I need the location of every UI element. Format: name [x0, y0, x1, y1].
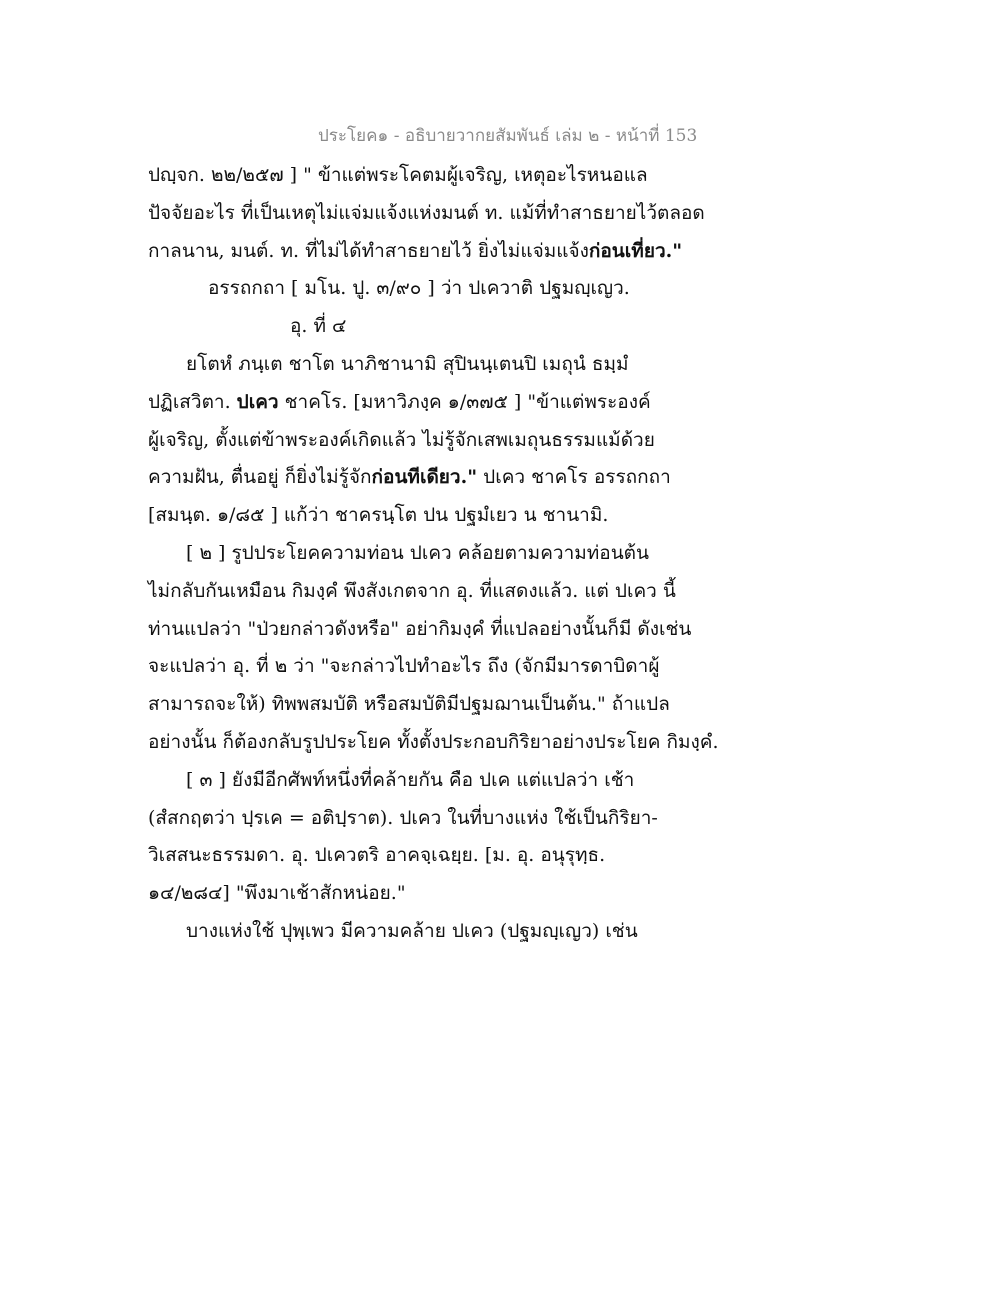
text-line [148, 384, 868, 422]
text-line: ยโตหํ ภนฺเต ชาโต นาภิชานามิ สุปินนฺเตนปิ เมถุนํ ธมฺมํ [186, 352, 629, 375]
text-line: ปัจจัยอะไร ที่เป็นเหตุไม่แจ่มแจ้งแห่งมนต์ ท. แม้ที่ทำสาธยายไว้ตลอด [148, 201, 705, 224]
bold-term: ก่อนเที่ยว." [588, 239, 683, 262]
text-line: ผู้เจริญ, ตั้งแต่ข้าพระองค์เกิดแล้ว ไม่รู้จักเสพเมถุนธรรมแม้ด้วย [148, 428, 655, 451]
text-line: สามารถจะให้) ทิพพสมบัติ หรือสมบัติมีปฐมฌานเป็นต้น." ถ้าแปล [148, 693, 670, 716]
text-line: ปญฺจก. ๒๒/๒๕๗ ] " ข้าแต่พระโคตมผู้เจริญ, เหตุอะไรหนอแล [148, 164, 648, 186]
text-run: กาลนาน, มนต์. ท. ที่ไม่ได้ทำสาธยายไว้ ยิ่งไม่แจ่มแจ้ง [148, 239, 589, 262]
text-run: ความฝัน, ตื่นอยู่ ก็ยิ่งไม่รู้จัก [148, 466, 372, 489]
text-line: ไม่กลับกันเหมือน กิมงฺคํ พึงสังเกตจาก อุ. ที่แสดงแล้ว. แต่ ปเคว นี้ [148, 579, 676, 602]
text-line: [ ๓ ] ยังมีอีกศัพท์หนึ่งที่คล้ายกัน คือ ปเค แต่แปลว่า เช้า [186, 768, 635, 791]
text-line: [สมนฺต. ๑/๘๕ ] แก้ว่า ชาครนฺโต ปน ปฐมํเยว น ชานามิ. [148, 504, 609, 527]
text-line: อรรถกถา [ มโน. ปู. ๓/๙๐ ] ว่า ปเควาติ ปฐมญฺเญว. [208, 277, 630, 300]
text-line: วิเสสนะธรรมดา. อุ. ปเควตริ อาคจฺเฉยฺย. [ม. อุ. อนุรุทฺธ. [148, 844, 606, 867]
text-line: บางแห่งใช้ ปุพฺเพว มีความคล้าย ปเคว (ปฐมญฺเญว) เช่น [186, 919, 638, 942]
text-run: ปฏิเสวิตา. [148, 390, 237, 413]
bold-term: ปเคว [236, 390, 279, 413]
text-run: ปเคว ชาคโร อรรถกถา [477, 466, 671, 489]
text-line: ๑๔/๒๘๔] "พึงมาเช้าสักหน่อย." [148, 882, 406, 905]
body-text [148, 157, 868, 951]
text-line: จะแปลว่า อุ. ที่ ๒ ว่า "จะกล่าวไปทำอะไร ถึง (จักมีมารดาบิดาผู้ [148, 655, 660, 678]
bold-term: ก่อนทีเดียว." [371, 466, 478, 489]
text-line: อย่างนั้น ก็ต้องกลับรูปประโยค ทั้งตั้งประกอบกิริยาอย่างประโยค กิมงฺคํ. [148, 730, 719, 753]
running-header: ประโยค๑ - อธิบายวากยสัมพันธ์ เล่ม ๒ - หน้าที่ 153 [318, 126, 698, 146]
example-heading: อุ. ที่ ๔ [290, 315, 347, 338]
text-line [148, 459, 868, 497]
text-line: (สํสกฤตว่า ปฺรเค = อติปฺราต). ปเคว ในที่บางแห่ง ใช้เป็นกิริยา- [148, 806, 658, 829]
text-run: ชาคโร. [มหาวิภงฺค ๑/๓๗๕ ] "ข้าแต่พระองค์ [278, 390, 651, 413]
text-line [148, 233, 868, 271]
text-line: [ ๒ ] รูปประโยคความท่อน ปเคว คล้อยตามความท่อนต้น [186, 541, 650, 564]
text-line: ท่านแปลว่า "ป่วยกล่าวดังหรือ" อย่ากิมงฺคํ ที่แปลอย่างนั้นก็มี ดังเช่น [148, 617, 692, 640]
